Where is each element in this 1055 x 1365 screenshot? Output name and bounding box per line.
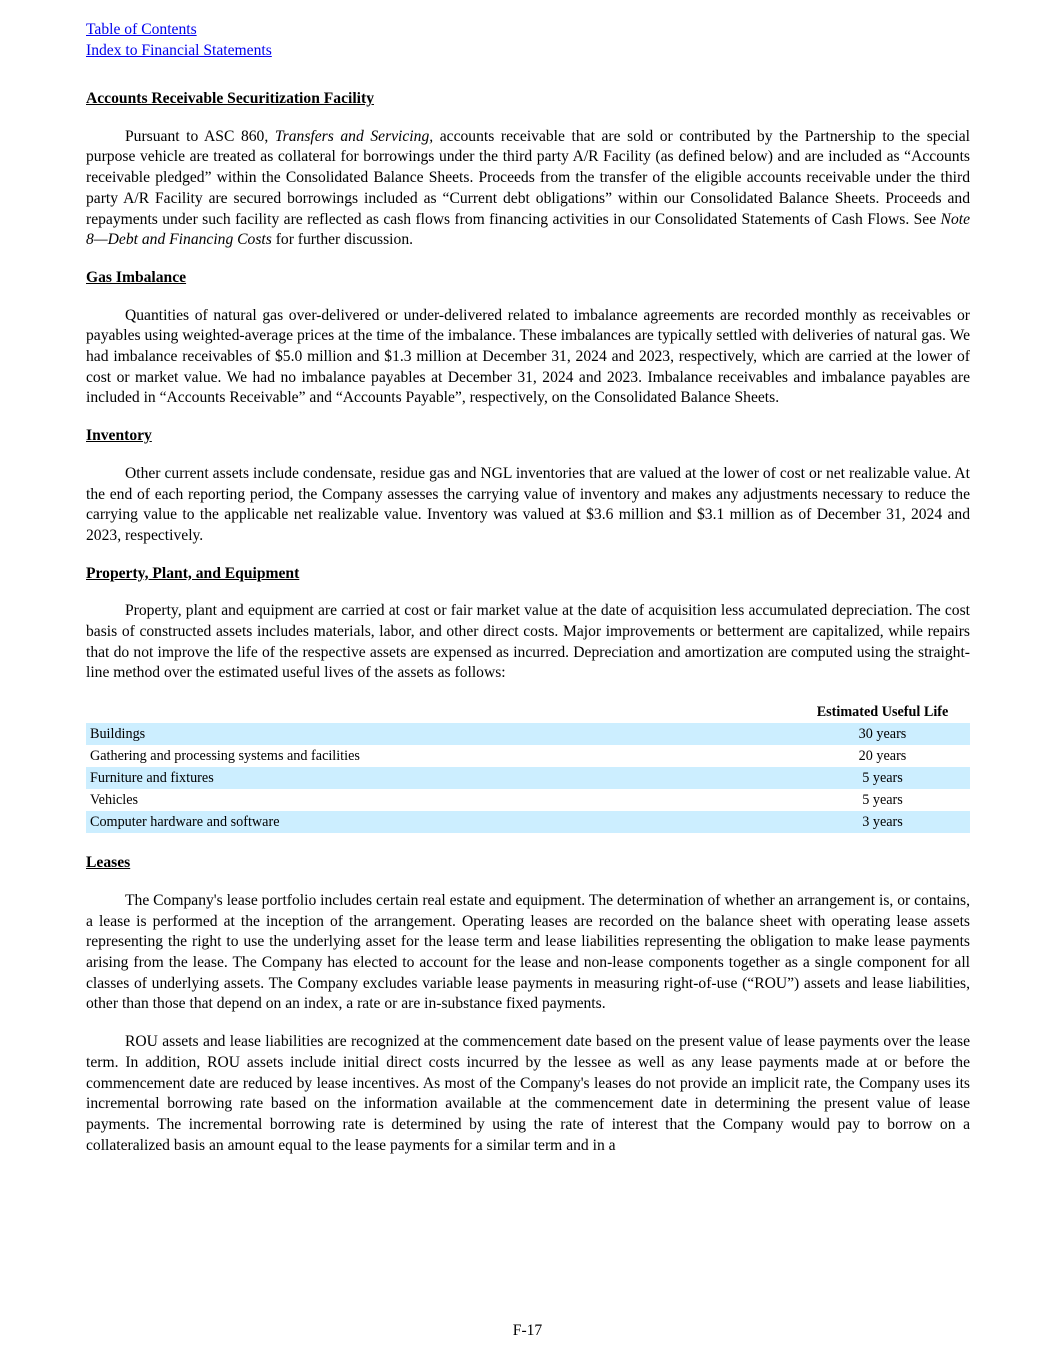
table-corner xyxy=(86,701,795,723)
life-cell: 5 years xyxy=(795,767,970,789)
index-to-financial-statements-link[interactable]: Index to Financial Statements xyxy=(86,41,272,59)
italic-text: Note 8—Debt and Financing Costs xyxy=(86,210,970,249)
text-segment: Quantities of natural gas over-delivered or under-delivered related to imbalance agreements are recorded monthly as receivables or payables using weighted-average prices at the time of the imbalance. These imbalances are typically settled with deliveries of natural gas. We had imbalance receivables of $5.0 million and $1.3 million at December 31, 2024 and 2023, respectively, which are carried at the lower of cost or market value. We had no imbalance payables at December 31, 2024 and 2023. Imbalance receivables and imbalance payables are included in “Accounts Receivable” and “Accounts Payable”, respectively, on the Consolidated Balance Sheets. xyxy=(86,306,970,407)
table-row xyxy=(86,723,970,745)
text-segment: accounts receivable that are sold or contributed by the Partnership to the special purpose vehicle are treated as collateral for borrowings under the third party A/R Facility (as defined below) and are included as “Accounts receivable pledged” within the Consolidated Balance Sheets. Proceeds from the transfer of the eligible accounts receivable under the third party A/R Facility are secured borrowings included as “Current debt obligations” within our Consolidated Balance Sheets. Proceeds and repayments under such facility are reflected as cash flows from financing activities in our Consolidated Statements of Cash Flows. See xyxy=(86,127,970,228)
section-heading: Property, Plant, and Equipment xyxy=(86,564,300,582)
paragraph xyxy=(86,306,970,410)
table-of-contents-link[interactable]: Table of Contents xyxy=(86,21,197,38)
section-heading: Accounts Receivable Securitization Facility xyxy=(86,90,374,107)
section-heading: Inventory xyxy=(86,427,152,445)
table-row xyxy=(86,789,970,811)
useful-life-header: Estimated Useful Life xyxy=(816,703,949,720)
paragraph xyxy=(86,464,970,547)
life-cell: 30 years xyxy=(795,723,970,745)
leases-paragraph-2: ROU assets and lease liabilities are recognized at the commencement date based on the present value of lease payments over the lease term. In addition, ROU assets include initial direct costs incurred by the lessee as well as any lease payments made at or before the commencement date are reduced by lease incentives. As most of the Company's leases do not provide an implicit rate, the Company uses its incremental borrowing rate based on the information available at the commencement date in determining the present value of lease payments. The incremental borrowing rate is determined by using the rate of interest that the Company would pay to borrow on a collateralized basis an amount equal to the lease payments for a similar term and in a xyxy=(86,1033,970,1154)
table-row xyxy=(86,767,970,789)
italic-text: Transfers and Servicing, xyxy=(274,127,434,145)
text-segment: for further discussion. xyxy=(271,231,414,249)
document-body xyxy=(86,89,970,1173)
useful-life-table xyxy=(86,701,970,833)
text-segment: Pursuant to ASC 860, xyxy=(125,127,275,145)
leases-paragraph-1: The Company's lease portfolio includes certain real estate and equipment. The determination of whether an arrangement is, or contains, a lease is performed at the inception of the arrangement. Operating leases are recorded on the balance sheet with operating lease assets representing the right to use the underlying asset for the lease term and lease liabilities representing the obligation to make lease payments arising from the lease. The Company has elected to account for the lease and non-lease components together as a single component for all classes of underlying assets. The Company excludes variable lease payments in measuring right-of-use (“ROU”) assets and lease liabilities, other than those that depend on an index, a rate or are in-substance fixed payments. xyxy=(86,891,970,1013)
asset-cell: Buildings xyxy=(86,723,795,745)
asset-cell: Computer hardware and software xyxy=(86,811,795,833)
asset-cell: Furniture and fixtures xyxy=(86,767,795,789)
sections xyxy=(86,89,970,684)
nav-links xyxy=(86,20,272,61)
life-cell: 20 years xyxy=(858,747,907,764)
life-cell: 3 years xyxy=(795,811,970,833)
text-segment: Property, plant and equipment are carried at cost or fair market value at the date of acquisition less accumulated depreciation. The cost basis of constructed assets includes materials, labor, and other direct costs. Major improvements or betterment are capitalized, while repairs that do not improve the life of the respective assets are expensed as incurred. Depreciation and amortization are computed using the straight-line method over the estimated useful lives of the assets as follows: xyxy=(86,602,970,682)
asset-cell: Gathering and processing systems and facilities xyxy=(90,747,360,764)
section-heading-leases: Leases xyxy=(86,854,131,872)
paragraph xyxy=(86,127,970,251)
table-row xyxy=(86,745,970,767)
asset-cell: Vehicles xyxy=(90,791,139,808)
section-heading: Gas Imbalance xyxy=(86,268,187,286)
text-segment: Other current assets include condensate, residue gas and NGL inventories that are valued at the lower of cost or net realizable value. At the end of each reporting period, the Company assesses the carrying value of inventory and makes any adjustments necessary to reduce the carrying value to the applicable net realizable value. Inventory was valued at $3.6 million and $3.1 million as of December 31, 2024 and 2023, respectively. xyxy=(86,464,970,544)
page-number: F-17 xyxy=(512,1322,543,1339)
life-cell: 5 years xyxy=(862,791,903,808)
paragraph xyxy=(86,601,970,684)
table-row xyxy=(86,811,970,833)
